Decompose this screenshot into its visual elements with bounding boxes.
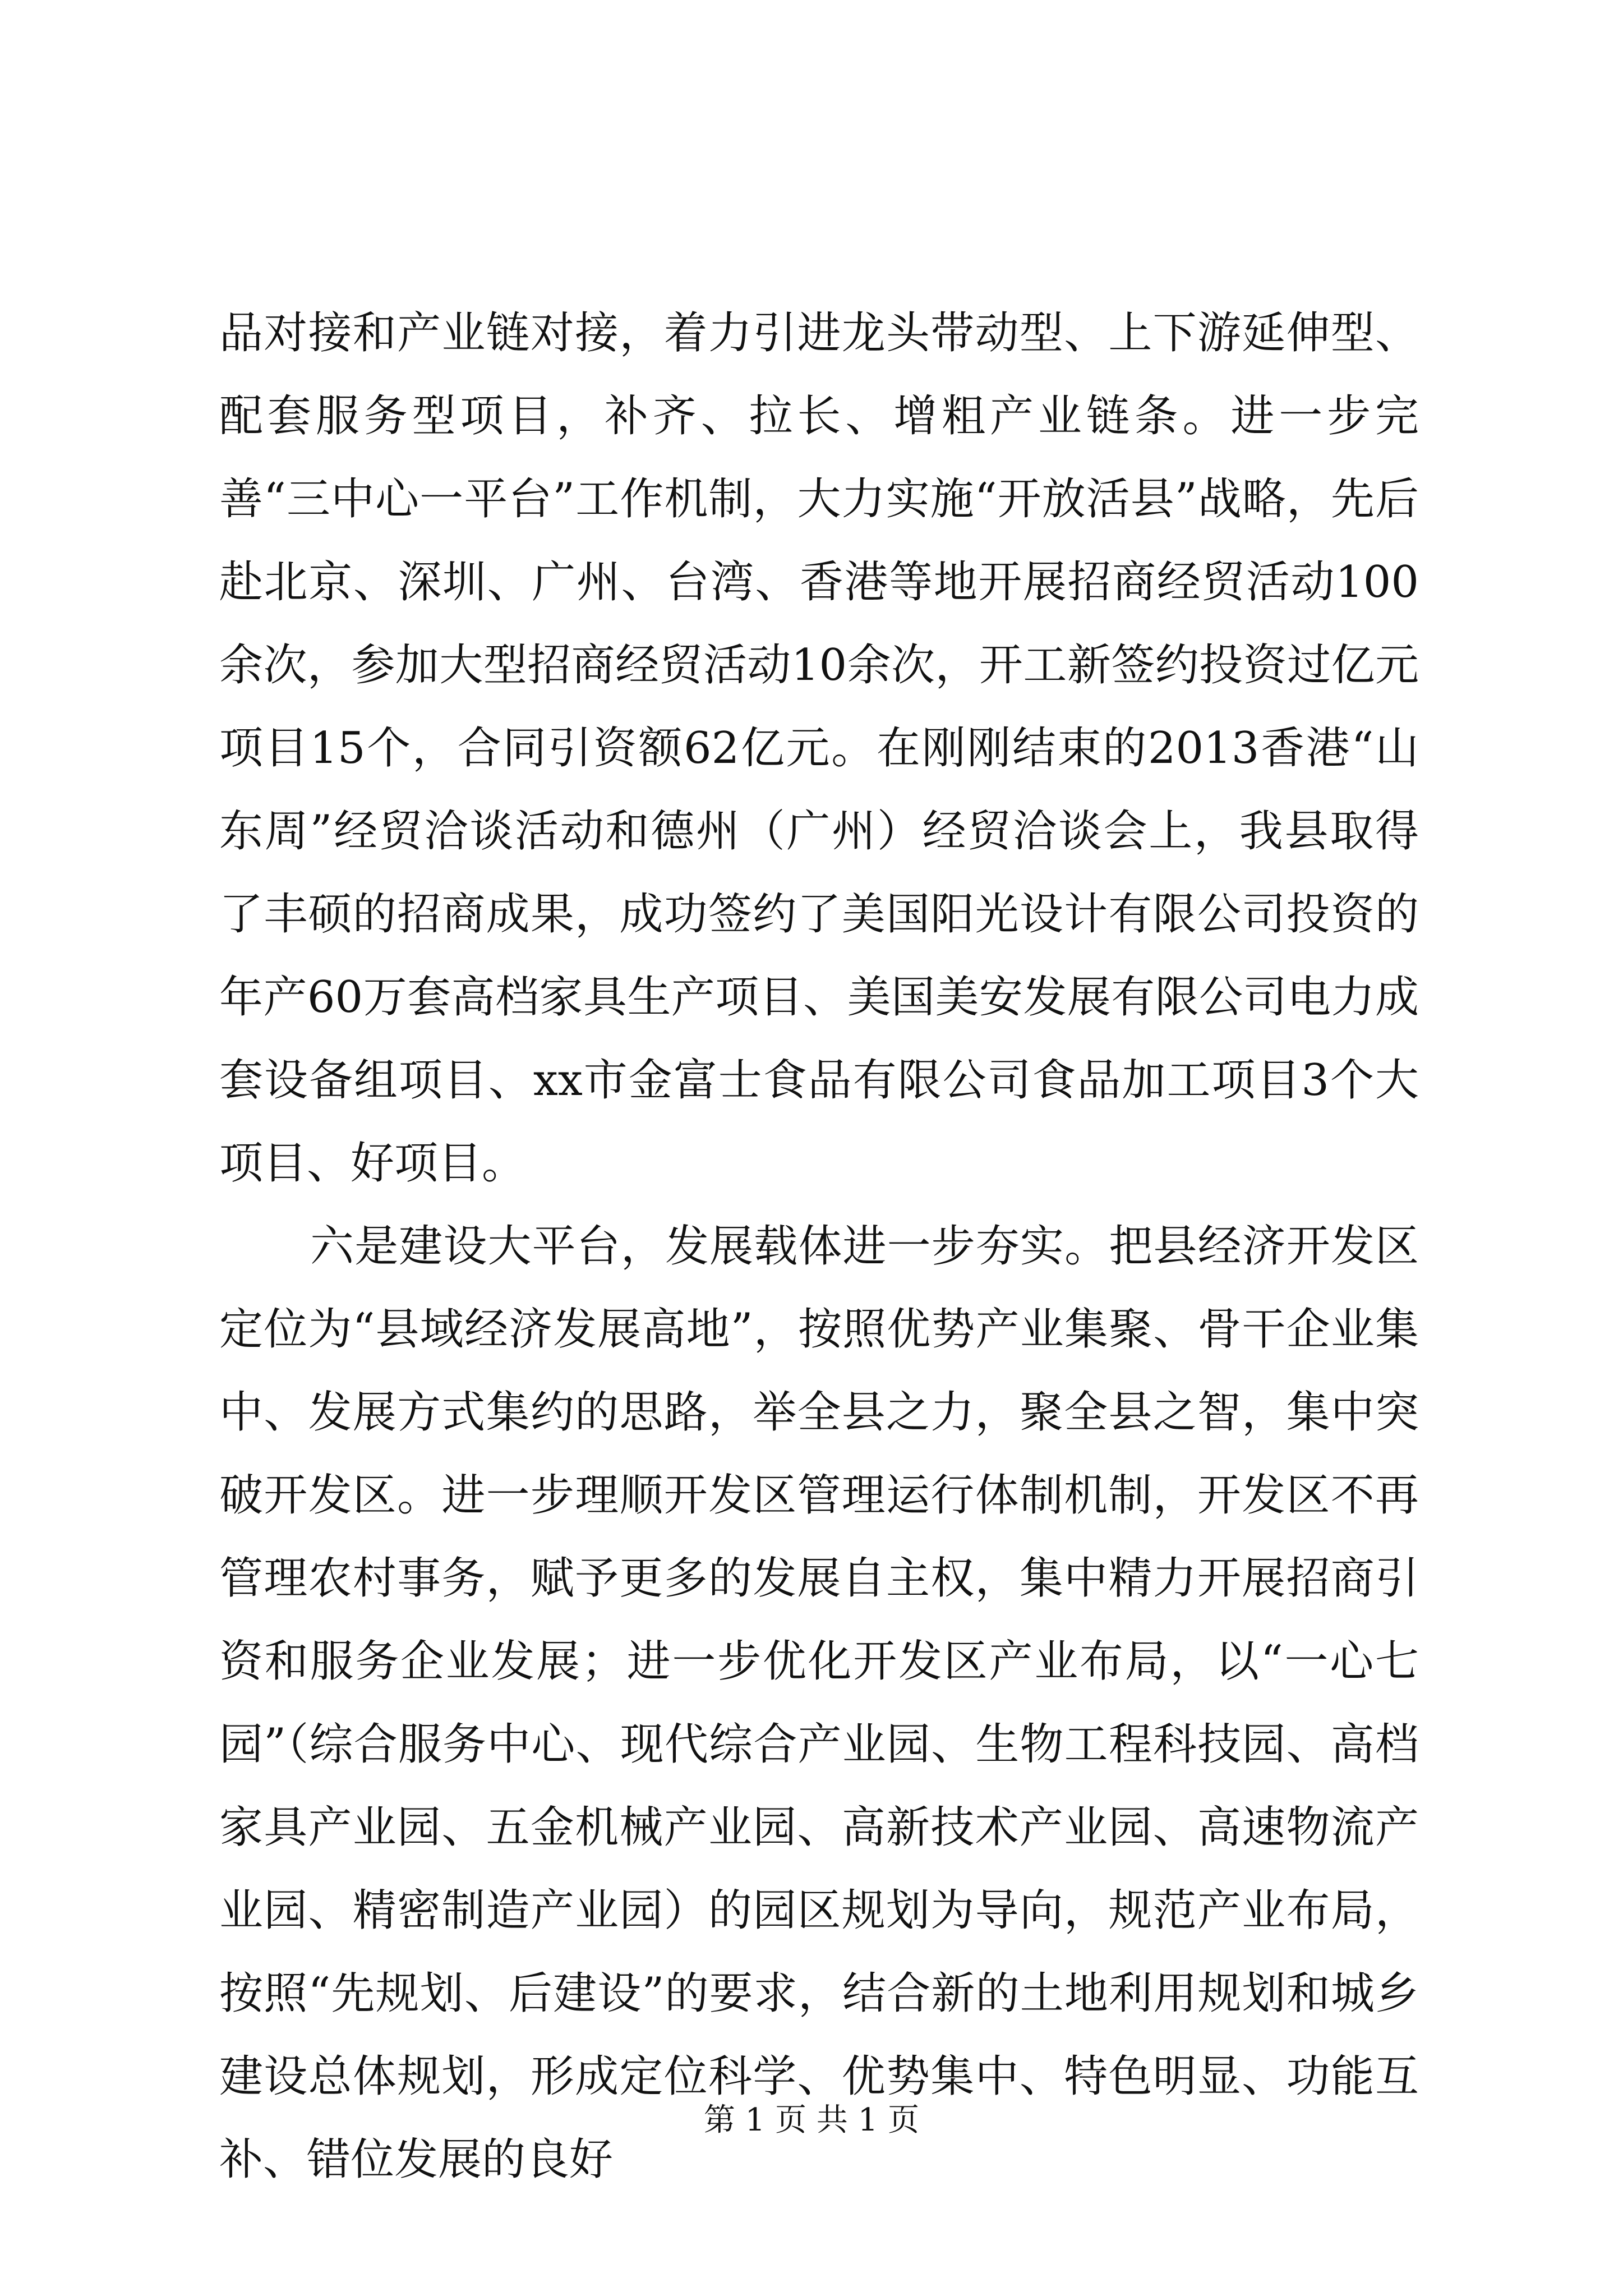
- paragraph-continuation: 品对接和产业链对接，着力引进龙头带动型、上下游延伸型、配套服务型项目，补齐、拉长、增粗产业链条。进一步完善“三中心一平台”工作机制，大力实施“开放活县”战略，先后赴北京、深圳、广州、台湾、香港等地开展招商经贸活动100余次，参加大型招商经贸活动10余次，开工新签约投资过亿元项目15个，合同引资额62亿元。在刚刚结束的2013香港“山东周”经贸洽谈活动和德州（广州）经贸洽谈会上，我县取得了丰硕的招商成果，成功签约了美国阳光设计有限公司投资的年产60万套高档家具生产项目、美国美安发展有限公司电力成套设备组项目、xx市金富士食品有限公司食品加工项目3个大项目、好项目。: [219, 308, 1419, 1189]
- body-text: [219, 292, 1419, 2201]
- page-footer: 第 1 页 共 1 页: [703, 2102, 920, 2138]
- paragraph-six: 六是建设大平台，发展载体进一步夯实。把县经济开发区定位为“县域经济发展高地”，按照优势产业集聚、骨干企业集中、发展方式集约的思路，举全县之力，聚全县之智，集中突破开发区。进一步理顺开发区管理运行体制机制，开发区不再管理农村事务，赋予更多的发展自主权，集中精力开展招商引资和服务企业发展；进一步优化开发区产业布局，以“一心七园”（综合服务中心、现代综合产业园、生物工程科技园、高档家具产业园、五金机械产业园、高新技术产业园、高速物流产业园、精密制造产业园）的园区规划为导向，规范产业布局，按照“先规划、后建设”的要求，结合新的土地利用规划和城乡建设总体规划，形成定位科学、优势集中、特色明显、功能互补、错位发展的良好: [219, 1221, 1419, 2185]
